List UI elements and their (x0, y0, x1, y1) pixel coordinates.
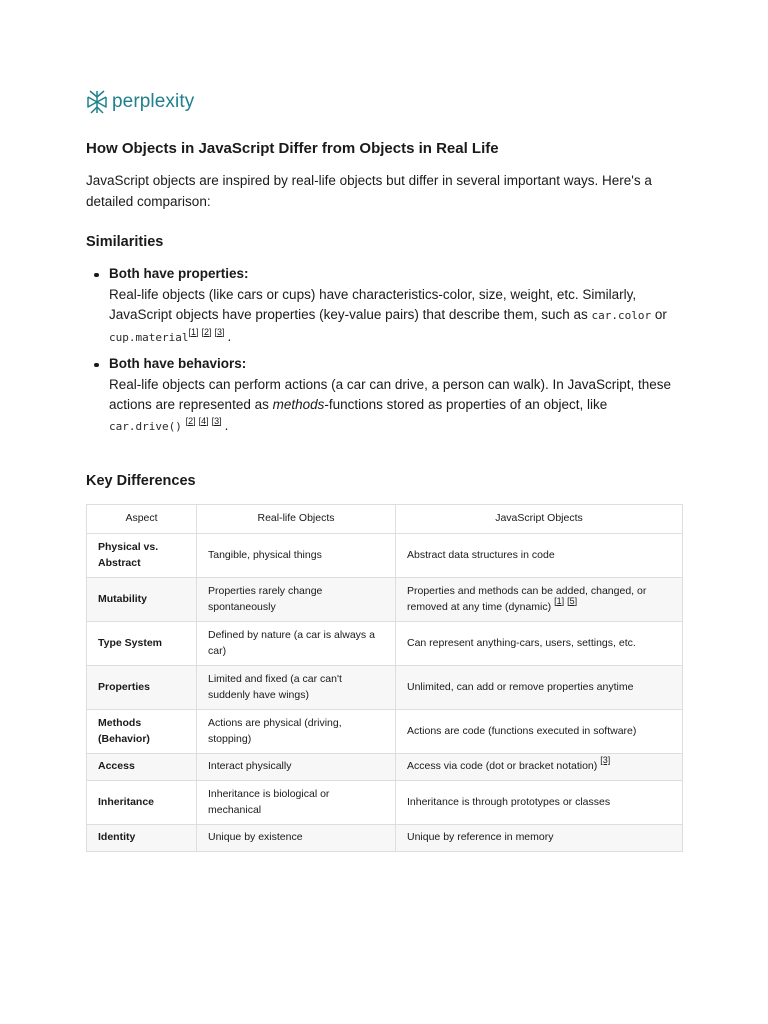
citation-link[interactable]: [1] (554, 595, 565, 606)
cell-aspect: Inheritance (87, 781, 197, 825)
bullet-text: Real-life objects (like cars or cups) have characteristics-color, size, weight, etc. Similarly, JavaScript objects have properties (key-value pairs) that describe them, such as (109, 286, 637, 322)
perplexity-logo (86, 90, 194, 114)
table-header-row (87, 505, 683, 534)
cell-real-life: Inheritance is biological or mechanical (197, 781, 396, 825)
cell-javascript: Access via code (dot or bracket notation) [3] (396, 754, 683, 781)
cell-javascript: Can represent anything-cars, users, settings, etc. (396, 622, 683, 666)
inline-code: car.color (591, 309, 652, 322)
cell-javascript: Unique by reference in memory (396, 825, 683, 852)
cell-aspect: Methods (Behavior) (87, 710, 197, 754)
inline-code: car.drive() (109, 419, 182, 433)
perplexity-icon (86, 90, 108, 114)
comparison-table (86, 504, 683, 852)
bullet-end: . (224, 417, 229, 433)
cell-real-life: Properties rarely change spontaneously (197, 578, 396, 622)
differences-heading: Key Differences (86, 473, 196, 489)
table-row (87, 710, 683, 754)
column-header-real-life: Real-life Objects (197, 505, 396, 534)
citation-link[interactable]: [3] (211, 415, 222, 426)
cell-real-life: Defined by nature (a car is always a car) (197, 622, 396, 666)
cell-javascript: Actions are code (functions executed in software) (396, 710, 683, 754)
table-row (87, 534, 683, 578)
column-header-aspect: Aspect (87, 505, 197, 534)
citation-link[interactable]: [5] (567, 595, 578, 606)
cell-aspect: Access (87, 754, 197, 781)
table-row (87, 825, 683, 852)
cell-real-life: Unique by existence (197, 825, 396, 852)
bullet-title: Both have behaviors: (109, 356, 247, 371)
citation-link[interactable]: [1] (188, 326, 199, 337)
cell-aspect: Type System (87, 622, 197, 666)
bullet-text: -functions stored as properties of an object, like (324, 397, 608, 412)
cell-javascript: Properties and methods can be added, changed, or removed at any time (dynamic) [1] [5] (396, 578, 683, 622)
cell-real-life: Tangible, physical things (197, 534, 396, 578)
cell-real-life: Interact physically (197, 754, 396, 781)
logo-text: perplexity (112, 91, 195, 112)
cell-javascript: Abstract data structures in code (396, 534, 683, 578)
bullet-text: Real-life objects can perform actions (a car can drive, a person can walk). In JavaScript, these actions are represented as (109, 376, 672, 412)
cell-javascript: Inheritance is through prototypes or classes (396, 781, 683, 825)
list-item (86, 354, 683, 437)
table-row (87, 781, 683, 825)
table-row (87, 754, 683, 781)
column-header-javascript: JavaScript Objects (396, 505, 683, 534)
table-row (87, 666, 683, 710)
citation-link[interactable]: [4] (198, 415, 209, 426)
citation-link[interactable]: [2] (201, 326, 212, 337)
list-item (86, 264, 683, 348)
similarities-list (86, 264, 683, 443)
table-row (87, 578, 683, 622)
similarities-heading: Similarities (86, 234, 164, 250)
bullet-text: or (651, 307, 667, 322)
inline-code: cup.material (109, 330, 189, 344)
intro-paragraph: JavaScript objects are inspired by real-life objects but differ in several important ways. Here's a detailed comparison: (86, 173, 652, 209)
citation-link[interactable]: [2] (185, 415, 196, 426)
bullet-end: . (227, 328, 232, 344)
citation-link[interactable]: [3] (214, 326, 225, 337)
cell-aspect: Mutability (87, 578, 197, 622)
citation-link[interactable]: [3] (600, 755, 611, 766)
cell-aspect: Identity (87, 825, 197, 852)
table-row (87, 622, 683, 666)
cell-javascript: Unlimited, can add or remove properties anytime (396, 666, 683, 710)
bullet-title: Both have properties: (109, 266, 249, 281)
cell-real-life: Limited and fixed (a car can't suddenly have wings) (197, 666, 396, 710)
page-title: How Objects in JavaScript Differ from Objects in Real Life (86, 140, 499, 157)
cell-aspect: Properties (87, 666, 197, 710)
cell-real-life: Actions are physical (driving, stopping) (197, 710, 396, 754)
emphasis-text: methods (272, 397, 325, 412)
cell-aspect: Physical vs. Abstract (87, 534, 197, 578)
